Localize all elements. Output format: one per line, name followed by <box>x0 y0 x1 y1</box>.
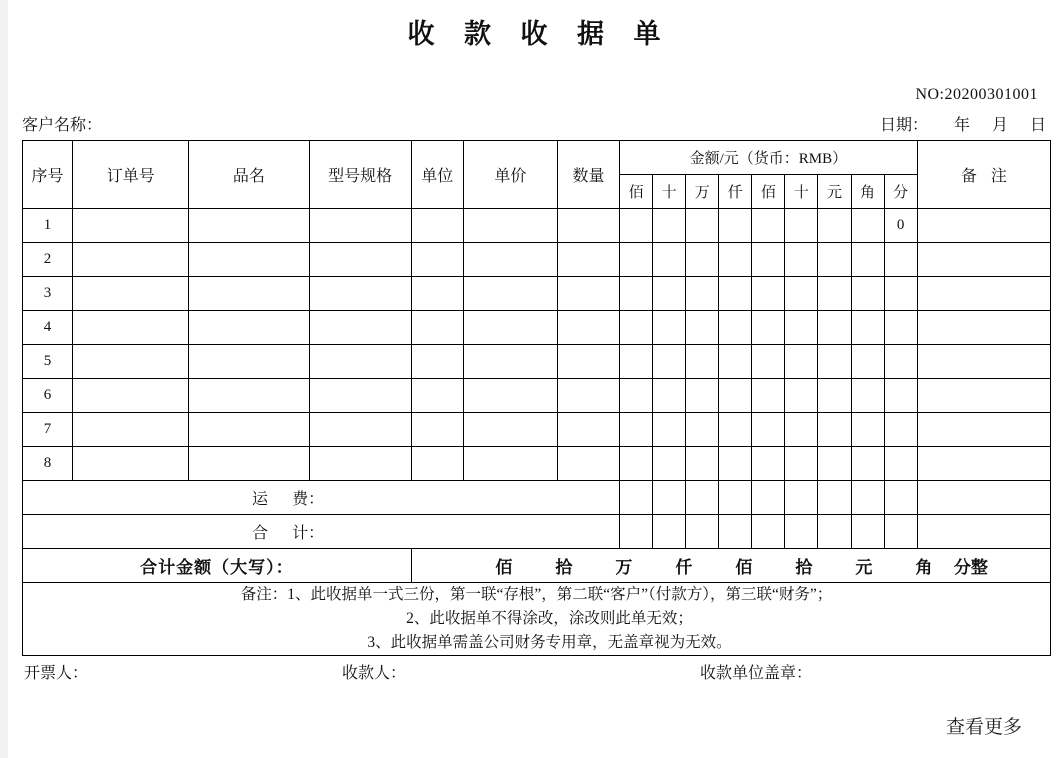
cell-remark[interactable] <box>917 447 1050 481</box>
cell-amount-4[interactable] <box>752 345 785 379</box>
cell-remark[interactable] <box>917 345 1050 379</box>
cell-amount-2[interactable] <box>686 209 719 243</box>
total-row <box>23 515 1051 549</box>
receipt-number: NO:20200301001 <box>915 86 1038 103</box>
cell-seq: 7 <box>23 413 73 447</box>
cell-amount-1[interactable] <box>653 345 686 379</box>
freight-label-b: 费： <box>292 491 325 508</box>
th-amount-unit-8: 分 <box>884 175 917 209</box>
cell-amount-3[interactable] <box>719 413 752 447</box>
cell-remark[interactable] <box>917 311 1050 345</box>
table-row <box>23 447 1051 481</box>
cell-amount-3[interactable] <box>719 277 752 311</box>
capital-amount-row <box>23 549 1051 583</box>
cell-remark[interactable] <box>917 243 1050 277</box>
th-amount-unit-5: 十 <box>785 175 818 209</box>
cell-product-name[interactable] <box>189 311 309 345</box>
table-row <box>23 379 1051 413</box>
cell-amount-6[interactable] <box>818 447 851 481</box>
cell-amount-0[interactable] <box>620 277 653 311</box>
cell-unit[interactable] <box>411 447 463 481</box>
cell-model-spec[interactable] <box>309 447 411 481</box>
cell-amount-0[interactable] <box>620 413 653 447</box>
cell-unit[interactable] <box>411 277 463 311</box>
cell-unit-price[interactable] <box>463 209 557 243</box>
table-row <box>23 277 1051 311</box>
cell-quantity[interactable] <box>557 447 619 481</box>
cell-amount-0[interactable] <box>620 379 653 413</box>
cell-amount-4[interactable] <box>752 209 785 243</box>
total-label <box>23 515 620 549</box>
customer-name-label: 客户名称： <box>22 117 103 134</box>
cell-amount-2[interactable] <box>686 447 719 481</box>
receipt-table <box>22 140 1051 656</box>
capital-unit-2: 万 <box>615 558 633 577</box>
freight-amount-7[interactable] <box>851 481 884 515</box>
cell-amount-1[interactable] <box>653 277 686 311</box>
th-order-no: 订单号 <box>73 141 189 209</box>
cell-amount-4[interactable] <box>752 311 785 345</box>
th-amount-unit-0: 佰 <box>620 175 653 209</box>
company-seal-label: 收款单位盖章： <box>700 665 813 682</box>
cell-amount-2[interactable] <box>686 345 719 379</box>
freight-amount-3[interactable] <box>719 481 752 515</box>
total-amount-5[interactable] <box>785 515 818 549</box>
cell-amount-0[interactable] <box>620 243 653 277</box>
cell-model-spec[interactable] <box>309 243 411 277</box>
cell-amount-2[interactable] <box>686 311 719 345</box>
date-label: 日期： <box>879 117 928 134</box>
cell-amount-3[interactable] <box>719 379 752 413</box>
cell-order-no[interactable] <box>73 277 189 311</box>
cell-amount-2[interactable] <box>686 379 719 413</box>
th-unit-price: 单价 <box>463 141 557 209</box>
cell-amount-4[interactable] <box>752 277 785 311</box>
cell-unit[interactable] <box>411 243 463 277</box>
cell-amount-7[interactable] <box>851 311 884 345</box>
total-amount-1[interactable] <box>653 515 686 549</box>
cell-amount-8[interactable] <box>884 277 917 311</box>
cell-amount-2[interactable] <box>686 243 719 277</box>
cell-amount-6[interactable] <box>818 243 851 277</box>
total-amount-3[interactable] <box>719 515 752 549</box>
cell-amount-8[interactable] <box>884 311 917 345</box>
cell-unit-price[interactable] <box>463 345 557 379</box>
th-seq: 序号 <box>23 141 73 209</box>
notes-cell <box>23 583 1051 656</box>
cell-order-no[interactable] <box>73 311 189 345</box>
cell-amount-5[interactable] <box>785 345 818 379</box>
cell-quantity[interactable] <box>557 413 619 447</box>
cell-unit[interactable] <box>411 379 463 413</box>
cell-amount-7[interactable] <box>851 277 884 311</box>
cell-model-spec[interactable] <box>309 311 411 345</box>
cell-amount-7[interactable] <box>851 413 884 447</box>
cell-amount-1[interactable] <box>653 379 686 413</box>
cell-amount-0[interactable] <box>620 345 653 379</box>
cell-amount-2[interactable] <box>686 413 719 447</box>
th-amount-group: 金额/元（货币：RMB） <box>620 141 918 175</box>
cell-seq: 6 <box>23 379 73 413</box>
cell-amount-8[interactable] <box>884 413 917 447</box>
cell-unit-price[interactable] <box>463 413 557 447</box>
cell-unit-price[interactable] <box>463 243 557 277</box>
cell-amount-8[interactable] <box>884 447 917 481</box>
th-amount-unit-2: 万 <box>686 175 719 209</box>
cell-amount-5[interactable] <box>785 311 818 345</box>
cell-amount-6[interactable] <box>818 345 851 379</box>
cell-remark[interactable] <box>917 379 1050 413</box>
date-year: 年 <box>953 117 970 134</box>
capital-unit-1: 拾 <box>555 558 573 577</box>
total-label-b: 计： <box>292 525 325 542</box>
total-remark[interactable] <box>917 515 1050 549</box>
total-amount-6[interactable] <box>818 515 851 549</box>
cell-amount-8[interactable] <box>884 379 917 413</box>
cell-quantity[interactable] <box>557 379 619 413</box>
cell-amount-6[interactable] <box>818 277 851 311</box>
freight-amount-0[interactable] <box>620 481 653 515</box>
th-amount-unit-1: 十 <box>653 175 686 209</box>
cell-quantity[interactable] <box>557 311 619 345</box>
receipt-document <box>8 0 1060 758</box>
capital-unit-0: 佰 <box>495 558 513 577</box>
cell-model-spec[interactable] <box>309 277 411 311</box>
th-amount-unit-4: 佰 <box>752 175 785 209</box>
capital-unit-4: 佰 <box>735 558 753 577</box>
receipt-table-body <box>23 141 1051 656</box>
payee-label: 收款人： <box>342 665 407 682</box>
cell-seq: 4 <box>23 311 73 345</box>
cell-amount-5[interactable] <box>785 379 818 413</box>
cell-remark[interactable] <box>917 209 1050 243</box>
th-model-spec: 型号规格 <box>309 141 411 209</box>
total-amount-2[interactable] <box>686 515 719 549</box>
cell-amount-4[interactable] <box>752 447 785 481</box>
table-row <box>23 345 1051 379</box>
cell-amount-0[interactable] <box>620 447 653 481</box>
capital-unit-7: 角 <box>915 558 933 577</box>
cell-quantity[interactable] <box>557 277 619 311</box>
th-amount-unit-7: 角 <box>851 175 884 209</box>
capital-unit-3: 仟 <box>675 558 693 577</box>
cell-model-spec[interactable] <box>309 209 411 243</box>
cell-amount-5[interactable] <box>785 209 818 243</box>
cell-amount-8[interactable] <box>884 345 917 379</box>
cell-amount-6[interactable] <box>818 379 851 413</box>
cell-amount-8[interactable] <box>884 243 917 277</box>
capital-unit-5: 拾 <box>795 558 813 577</box>
cell-amount-1[interactable] <box>653 413 686 447</box>
cell-amount-7[interactable] <box>851 379 884 413</box>
cell-amount-5[interactable] <box>785 243 818 277</box>
cell-product-name[interactable] <box>189 413 309 447</box>
capital-unit-last: 分整 <box>953 558 988 577</box>
cell-amount-4[interactable] <box>752 379 785 413</box>
cell-amount-3[interactable] <box>719 311 752 345</box>
freight-row <box>23 481 1051 515</box>
freight-label-a: 运 <box>252 491 269 508</box>
cell-amount-6[interactable] <box>818 413 851 447</box>
table-row <box>23 209 1051 243</box>
freight-amount-2[interactable] <box>686 481 719 515</box>
table-header-row-1 <box>23 141 1051 175</box>
date-month: 月 <box>991 117 1008 134</box>
cell-amount-7[interactable] <box>851 345 884 379</box>
cell-unit[interactable] <box>411 209 463 243</box>
cell-amount-4[interactable] <box>752 243 785 277</box>
cell-unit-price[interactable] <box>463 277 557 311</box>
table-row <box>23 413 1051 447</box>
cell-amount-2[interactable] <box>686 277 719 311</box>
issuer-label: 开票人： <box>24 665 89 682</box>
cell-amount-5[interactable] <box>785 447 818 481</box>
cell-product-name[interactable] <box>189 447 309 481</box>
note-line-2: 2、此收据单不得涂改，涂改则此单无效； <box>406 610 693 628</box>
note-line-1: 备注：1、此收据单一式三份，第一联“存根”，第二联“客户”（付款方），第三联“财务”； <box>240 586 833 603</box>
cell-unit-price[interactable] <box>463 311 557 345</box>
cell-seq: 8 <box>23 447 73 481</box>
capital-amount-label: 合计金额（大写）： <box>23 549 412 583</box>
cell-unit-price[interactable] <box>463 447 557 481</box>
note-line-3: 3、此收据单需盖公司财务专用章，无盖章视为无效。 <box>367 634 732 652</box>
cell-product-name[interactable] <box>189 209 309 243</box>
cell-order-no[interactable] <box>73 243 189 277</box>
cell-quantity[interactable] <box>557 345 619 379</box>
cell-model-spec[interactable] <box>309 413 411 447</box>
cell-seq: 5 <box>23 345 73 379</box>
cell-amount-6[interactable] <box>818 209 851 243</box>
table-row <box>23 243 1051 277</box>
cell-seq: 3 <box>23 277 73 311</box>
th-amount-unit-6: 元 <box>818 175 851 209</box>
cell-amount-6[interactable] <box>818 311 851 345</box>
cell-product-name[interactable] <box>189 243 309 277</box>
cell-amount-1[interactable] <box>653 311 686 345</box>
cell-amount-5[interactable] <box>785 277 818 311</box>
cell-quantity[interactable] <box>557 209 619 243</box>
th-product-name: 品名 <box>189 141 309 209</box>
cell-amount-1[interactable] <box>653 209 686 243</box>
cell-product-name[interactable] <box>189 345 309 379</box>
cell-order-no[interactable] <box>73 447 189 481</box>
cell-quantity[interactable] <box>557 243 619 277</box>
cell-unit-price[interactable] <box>463 379 557 413</box>
capital-amount-value <box>411 549 1050 583</box>
th-quantity: 数量 <box>557 141 619 209</box>
cell-amount-5[interactable] <box>785 413 818 447</box>
cell-unit[interactable] <box>411 345 463 379</box>
date-day: 日 <box>1029 117 1046 134</box>
cell-amount-7[interactable] <box>851 447 884 481</box>
cell-unit[interactable] <box>411 413 463 447</box>
total-amount-8[interactable] <box>884 515 917 549</box>
cell-amount-0[interactable] <box>620 311 653 345</box>
cell-order-no[interactable] <box>73 209 189 243</box>
cell-seq: 2 <box>23 243 73 277</box>
cell-amount-3[interactable] <box>719 243 752 277</box>
cell-order-no[interactable] <box>73 379 189 413</box>
notes-row <box>23 583 1051 656</box>
cell-model-spec[interactable] <box>309 379 411 413</box>
cell-seq: 1 <box>23 209 73 243</box>
freight-amount-1[interactable] <box>653 481 686 515</box>
cell-product-name[interactable] <box>189 379 309 413</box>
cell-amount-0[interactable] <box>620 209 653 243</box>
cell-order-no[interactable] <box>73 345 189 379</box>
view-more-link[interactable]: 查看更多 <box>945 717 1022 738</box>
freight-remark[interactable] <box>917 481 1050 515</box>
total-label-a: 合 <box>252 525 269 542</box>
freight-amount-5[interactable] <box>785 481 818 515</box>
cell-amount-8[interactable]: 0 <box>884 209 917 243</box>
cell-unit[interactable] <box>411 311 463 345</box>
freight-label <box>23 481 620 515</box>
cell-amount-1[interactable] <box>653 447 686 481</box>
cell-amount-1[interactable] <box>653 243 686 277</box>
freight-amount-8[interactable] <box>884 481 917 515</box>
total-amount-0[interactable] <box>620 515 653 549</box>
cell-model-spec[interactable] <box>309 345 411 379</box>
cell-remark[interactable] <box>917 413 1050 447</box>
cell-product-name[interactable] <box>189 277 309 311</box>
capital-unit-6: 元 <box>855 558 873 577</box>
th-remark: 备 注 <box>917 141 1050 209</box>
th-unit: 单位 <box>411 141 463 209</box>
th-amount-unit-3: 仟 <box>719 175 752 209</box>
page-title: 收 款 收 据 单 <box>407 19 672 49</box>
total-amount-7[interactable] <box>851 515 884 549</box>
cell-order-no[interactable] <box>73 413 189 447</box>
date-label-group <box>880 112 1046 135</box>
cell-amount-7[interactable] <box>851 209 884 243</box>
cell-amount-4[interactable] <box>752 413 785 447</box>
cell-amount-3[interactable] <box>719 345 752 379</box>
freight-amount-6[interactable] <box>818 481 851 515</box>
total-amount-4[interactable] <box>752 515 785 549</box>
cell-remark[interactable] <box>917 277 1050 311</box>
cell-amount-7[interactable] <box>851 243 884 277</box>
cell-amount-3[interactable] <box>719 447 752 481</box>
table-row <box>23 311 1051 345</box>
freight-amount-4[interactable] <box>752 481 785 515</box>
cell-amount-3[interactable] <box>719 209 752 243</box>
